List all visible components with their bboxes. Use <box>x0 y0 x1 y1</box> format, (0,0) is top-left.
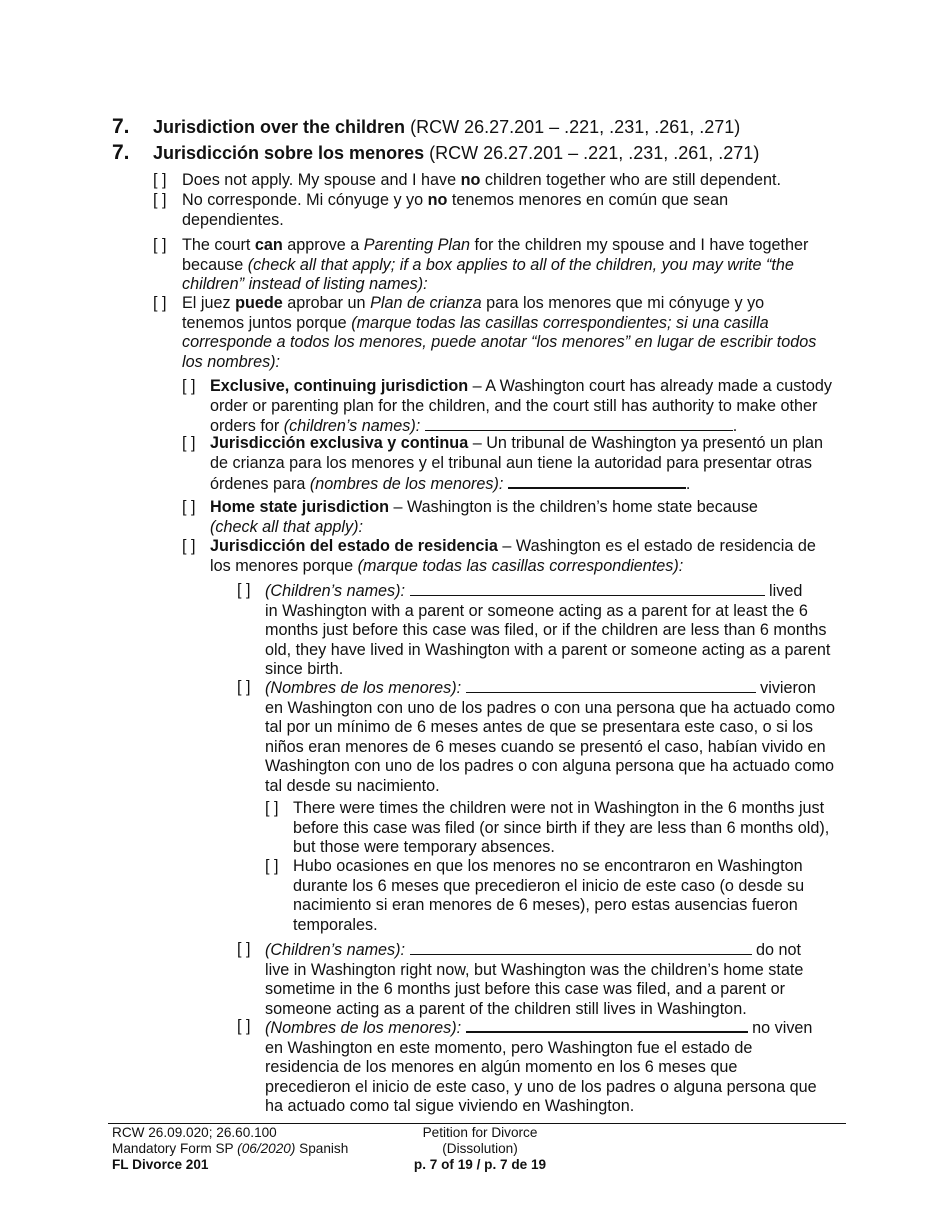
footer-center <box>380 1125 580 1173</box>
footer-form: Mandatory Form SP (06/2020) Spanish <box>112 1141 349 1156</box>
checkbox[interactable]: [ ] <box>237 678 251 696</box>
checkbox[interactable]: [ ] <box>237 581 251 599</box>
section-rcw: (RCW 26.27.201 – .221, .231, .261, .271) <box>410 117 741 137</box>
footer-subtitle: (Dissolution) <box>442 1141 518 1156</box>
checkbox[interactable]: [ ] <box>153 171 167 189</box>
checkbox[interactable]: [ ] <box>153 294 167 312</box>
checkbox[interactable]: [ ] <box>237 940 251 958</box>
checkbox[interactable]: [ ] <box>182 498 196 516</box>
footer-page-number: p. 7 of 19 / p. 7 de 19 <box>413 1157 547 1172</box>
checkbox[interactable]: [ ] <box>182 434 196 452</box>
footer-left <box>112 1125 392 1173</box>
footer-rcw: RCW 26.09.020; 26.60.100 <box>112 1125 277 1140</box>
footer-title: Petition for Divorce <box>422 1125 538 1140</box>
section-number: 7. <box>112 115 130 138</box>
footer-divider <box>108 1123 846 1124</box>
checkbox[interactable]: [ ] <box>182 377 196 395</box>
children-names-blank-es[interactable] <box>466 1017 748 1033</box>
section-title-en: Jurisdiction over the children <box>153 117 406 137</box>
children-names-blank[interactable] <box>425 416 733 431</box>
section-rcw-es: (RCW 26.27.201 – .221, .231, .261, .271) <box>429 143 760 163</box>
checkbox[interactable]: [ ] <box>153 191 167 209</box>
footer-form-id: FL Divorce 201 <box>112 1157 209 1172</box>
children-names-blank[interactable] <box>410 581 765 596</box>
section-title-es: Jurisdicción sobre los menores <box>153 143 425 163</box>
checkbox[interactable]: [ ] <box>182 537 196 555</box>
section-number-es: 7. <box>112 141 130 164</box>
checkbox[interactable]: [ ] <box>237 1017 251 1035</box>
checkbox[interactable]: [ ] <box>265 857 279 875</box>
children-names-blank-es[interactable] <box>466 678 756 693</box>
checkbox[interactable]: [ ] <box>153 236 167 254</box>
children-names-blank-es[interactable] <box>508 473 686 489</box>
children-names-blank[interactable] <box>410 940 752 955</box>
checkbox[interactable]: [ ] <box>265 799 279 817</box>
